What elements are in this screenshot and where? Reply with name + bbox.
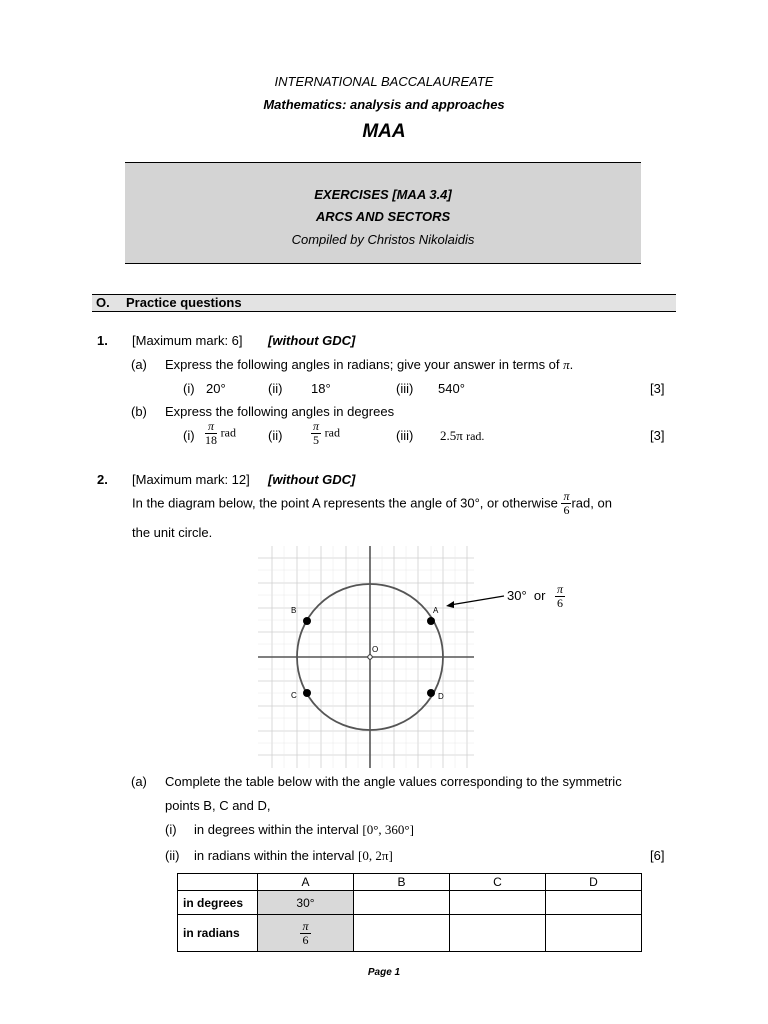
table-header-D: D bbox=[546, 874, 642, 891]
callout-fraction: $\frac{\pi}{6}$ bbox=[557, 582, 564, 610]
cell-radians-A: $\frac{\pi}{6}$ bbox=[258, 915, 354, 952]
q1b-iii-label: (iii) bbox=[396, 428, 414, 443]
q2-marks: [Maximum mark: 12] bbox=[132, 472, 250, 487]
q2a-ii-label: (ii) bbox=[165, 848, 180, 863]
q1b-ii-label: (ii) bbox=[268, 428, 283, 443]
point-C bbox=[303, 689, 311, 697]
table-header-A: A bbox=[258, 874, 354, 891]
label-B: B bbox=[291, 606, 297, 615]
q2a-ii-text: in radians within the interval [0, 2π] bbox=[194, 848, 393, 863]
fraction-pi-over-5: $\frac{\pi}{5}$ bbox=[313, 419, 320, 447]
q2a-marks: [6] bbox=[650, 848, 665, 863]
row-label-radians: in radians bbox=[178, 915, 258, 952]
banner-title-exercises: EXERCISES [MAA 3.4] bbox=[314, 187, 452, 202]
answer-table bbox=[177, 873, 642, 952]
cell-radians-B[interactable] bbox=[354, 915, 450, 952]
page-number: Page 1 bbox=[367, 967, 401, 978]
q2-number: 2. bbox=[97, 472, 108, 487]
q1a-iii-label: (iii) bbox=[396, 381, 414, 396]
fraction-pi-over-6: $\frac{\pi}{6}$ bbox=[563, 489, 570, 517]
cell-degrees-A: 30° bbox=[258, 891, 354, 915]
section-title: Practice questions bbox=[126, 295, 242, 310]
label-C: C bbox=[291, 691, 297, 700]
label-A: A bbox=[433, 606, 439, 615]
table-row-radians bbox=[178, 915, 642, 952]
q2a-text-line2: points B, C and D, bbox=[165, 798, 271, 813]
cell-degrees-B[interactable] bbox=[354, 891, 450, 915]
label-O: O bbox=[372, 645, 379, 654]
header-course: Mathematics: analysis and approaches bbox=[263, 97, 505, 112]
title-banner bbox=[125, 162, 641, 264]
point-A bbox=[427, 617, 435, 625]
q1b-i-value: $\frac{\pi}{18}$ rad bbox=[205, 419, 236, 447]
cell-degrees-C[interactable] bbox=[450, 891, 546, 915]
q1a-ii-label: (ii) bbox=[268, 381, 283, 396]
q1-gdc: [without GDC] bbox=[268, 333, 356, 348]
q1a-iii-value: 540° bbox=[438, 381, 465, 396]
table-header-B: B bbox=[354, 874, 450, 891]
q2-intro-line1: In the diagram below, the point A represents the angle of 30°, or otherwise $\frac{\pi}{6}$ rad, on bbox=[132, 489, 612, 517]
pi-symbol: π bbox=[563, 357, 570, 372]
table-header-row bbox=[178, 874, 642, 891]
q1a-marks: [3] bbox=[650, 381, 665, 396]
q1b-marks: [3] bbox=[650, 428, 665, 443]
cell-radians-D[interactable] bbox=[546, 915, 642, 952]
unit-circle-diagram bbox=[258, 546, 474, 768]
banner-title-topic: ARCS AND SECTORS bbox=[315, 209, 451, 224]
q1a-i-label: (i) bbox=[183, 381, 195, 396]
header-code: MAA bbox=[362, 121, 406, 142]
q2a-label: (a) bbox=[131, 774, 147, 789]
q1b-ii-value: $\frac{\pi}{5}$ rad bbox=[313, 419, 340, 447]
q2a-i-label: (i) bbox=[165, 822, 177, 837]
cell-degrees-D[interactable] bbox=[546, 891, 642, 915]
banner-author: Compiled by Christos Nikolaidis bbox=[291, 232, 475, 247]
q1b-iii-value: 2.5π rad. bbox=[440, 428, 485, 443]
q1-number: 1. bbox=[97, 333, 108, 348]
table-header-C: C bbox=[450, 874, 546, 891]
callout-arrow bbox=[444, 592, 506, 612]
q2-intro-line2: the unit circle. bbox=[132, 525, 213, 540]
section-label: O. bbox=[96, 295, 110, 310]
header-institution: INTERNATIONAL BACCALAUREATE bbox=[274, 74, 494, 89]
q1b-i-label: (i) bbox=[183, 428, 195, 443]
row-label-degrees: in degrees bbox=[178, 891, 258, 915]
point-B bbox=[303, 617, 311, 625]
q1a-i-value: 20° bbox=[206, 381, 226, 396]
q1b-label: (b) bbox=[131, 404, 147, 419]
q2a-text-line1: Complete the table below with the angle values corresponding to the symmetric bbox=[165, 774, 622, 789]
q2a-i-text: in degrees within the interval [0°, 360°] bbox=[194, 822, 414, 837]
q1b-text: Express the following angles in degrees bbox=[165, 404, 395, 419]
label-D: D bbox=[438, 692, 444, 701]
q1a-text: Express the following angles in radians; give your answer in terms of π. bbox=[165, 357, 574, 372]
point-D bbox=[427, 689, 435, 697]
origin-point bbox=[368, 655, 372, 659]
cell-radians-C[interactable] bbox=[450, 915, 546, 952]
fraction-pi-over-18: $\frac{\pi}{18}$ bbox=[205, 419, 217, 447]
q1a-label: (a) bbox=[131, 357, 147, 372]
q2-gdc: [without GDC] bbox=[268, 472, 356, 487]
table-row-degrees bbox=[178, 891, 642, 915]
q1-marks: [Maximum mark: 6] bbox=[132, 333, 243, 348]
callout-text: 30° or bbox=[507, 588, 546, 603]
q1a-ii-value: 18° bbox=[311, 381, 331, 396]
section-header bbox=[92, 294, 676, 312]
table-corner-cell bbox=[178, 874, 258, 891]
